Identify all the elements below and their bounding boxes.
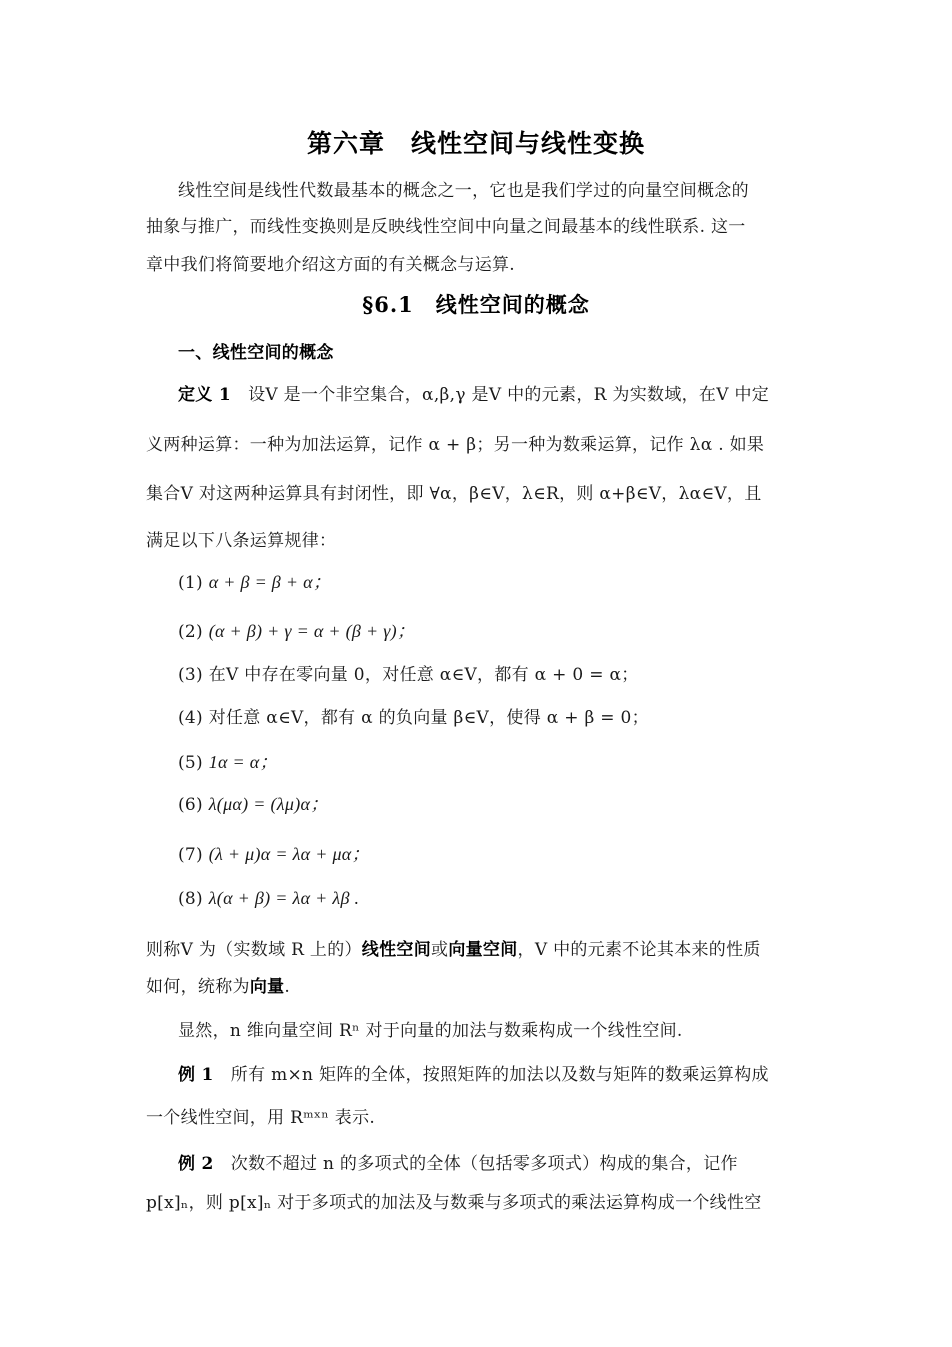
conclusion-line2-post: . [284,977,291,997]
example-2-text: 次数不超过 n 的多项式的全体（包括零多项式）构成的集合，记作 [230,1154,738,1174]
rule-8 [178,888,359,909]
rule-number: (7) [178,845,203,865]
rule-text: (λ + μ)α = λα + μα； [208,844,370,864]
rule-number: (5) [178,753,203,773]
definition-label: 定义 1 [178,385,231,405]
intro-line-2: 抽象与推广，而线性变换则是反映线性空间中向量之间最基本的线性联系. 这一 [146,217,746,237]
term-linear-space: 线性空间 [361,940,431,960]
rule-text: λ(α + β) = λα + λβ . [208,888,360,908]
rule-number: (8) [178,889,203,909]
rule-number: (4) [178,708,203,728]
conclusion-post: ，V 中的元素不论其本来的性质 [517,940,761,960]
rule-text: α + β = β + α； [208,572,332,592]
rule-3 [178,660,639,685]
example-1-label: 例 1 [178,1065,214,1085]
rule-number: (2) [178,622,203,642]
rule-text: 对任意 α∈V，都有 α 的负向量 β∈V，使得 α + β = 0； [208,708,649,728]
example-2-line-2: p[x]ₙ，则 p[x]ₙ 对于多项式的加法及与数乘与多项式的乘法运算构成一个线性空 [146,1193,762,1213]
term-vector: 向量 [249,977,285,997]
rule-4 [178,703,649,728]
subsection-title: 一、线性空间的概念 [178,343,334,363]
rule-1 [178,568,331,594]
section-title: §6.1 线性空间的概念 [362,292,590,317]
intro-line-3: 章中我们将简要地介绍这方面的有关概念与运算. [146,255,516,275]
example-1-line-1 [178,1060,769,1085]
rule-number: (1) [178,573,203,593]
conclusion-line-1 [146,935,761,960]
rule-text: λ(μα) = (λμ)α； [208,794,329,814]
term-vector-space: 向量空间 [448,940,518,960]
example-2-line-1 [178,1149,738,1174]
conclusion-pre: 则称V 为（实数域 R 上的） [146,940,362,960]
intro-line-1: 线性空间是线性代数最基本的概念之一，它也是我们学过的向量空间概念的 [178,181,749,201]
definition-line-2: 义两种运算：一种为加法运算，记作 α + β；另一种为数乘运算，记作 λα . 如果 [146,435,765,455]
obvious-statement: 显然，n 维向量空间 Rⁿ 对于向量的加法与数乘构成一个线性空间. [178,1021,683,1041]
rule-6 [178,790,329,816]
example-1-line-2: 一个线性空间，用 Rᵐˣⁿ 表示. [146,1108,376,1128]
rule-7 [178,840,370,866]
conclusion-line-2 [146,972,290,997]
rule-text: 1α = α； [208,752,278,772]
chapter-title: 第六章 线性空间与线性变换 [306,129,645,158]
rule-number: (6) [178,795,203,815]
rule-2 [178,617,415,643]
definition-line-3: 集合V 对这两种运算具有封闭性，即 ∀α，β∈V，λ∈R，则 α+β∈V，λα∈V，且 [146,484,762,504]
definition-line-4: 满足以下八条运算规律： [146,531,337,551]
rule-text: (α + β) + γ = α + (β + γ)； [208,621,416,641]
conclusion-line2-pre: 如何，统称为 [146,977,250,997]
definition-text-1: 设V 是一个非空集合，α,β,γ 是V 中的元素，R 为实数域，在V 中定 [248,385,770,405]
rule-5 [178,748,278,774]
rule-number: (3) [178,665,203,685]
example-1-text: 所有 m×n 矩阵的全体，按照矩阵的加法以及数与矩阵的数乘运算构成 [230,1065,769,1085]
conclusion-mid: 或 [431,940,449,960]
definition-line-1 [178,380,769,405]
example-2-label: 例 2 [178,1154,214,1174]
rule-text: 在V 中存在零向量 0，对任意 α∈V，都有 α + 0 = α； [208,665,639,685]
